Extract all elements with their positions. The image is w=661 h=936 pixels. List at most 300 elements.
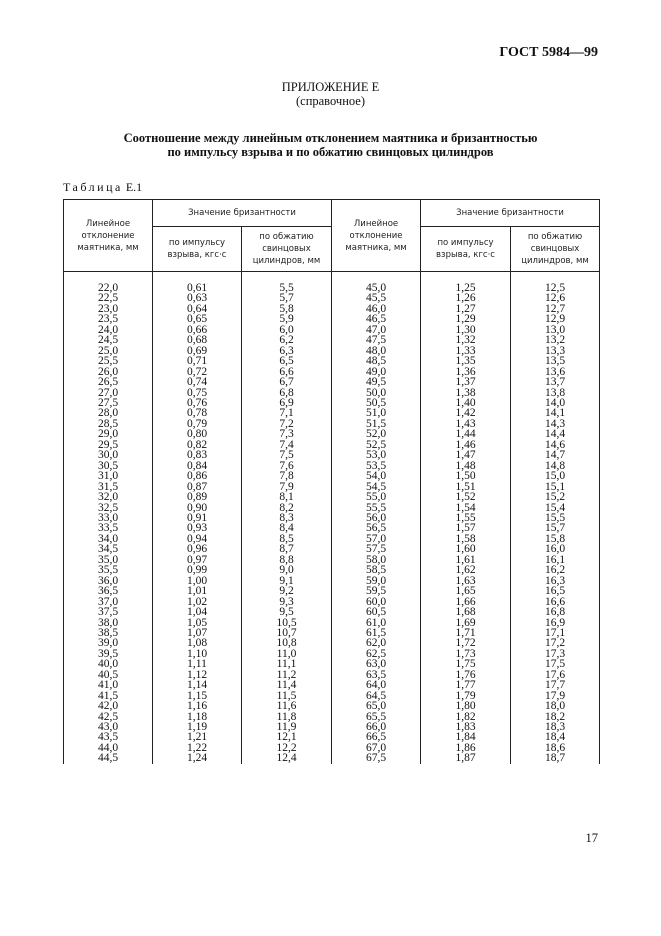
cell-impulse: 0,63 (153, 293, 242, 303)
cell-impulse: 1,68 (421, 607, 511, 617)
cell-impulse: 0,93 (153, 523, 242, 533)
cell-deflection: 61,5 (332, 628, 421, 638)
cell-impulse: 1,32 (421, 335, 511, 345)
cell-impulse: 0,74 (153, 377, 242, 387)
table-row (64, 670, 600, 680)
cell-deflection: 51,5 (332, 419, 421, 429)
cell-compression: 18,7 (511, 753, 600, 763)
cell-impulse: 1,73 (421, 649, 511, 659)
cell-deflection: 28,0 (64, 408, 153, 418)
cell-compression: 18,0 (511, 701, 600, 711)
cell-deflection: 44,5 (64, 753, 153, 763)
cell-deflection: 58,0 (332, 555, 421, 565)
col-compression-left: по обжатию свинцовых цилиндров, мм (242, 227, 332, 272)
cell-deflection: 56,0 (332, 513, 421, 523)
cell-impulse: 1,51 (421, 482, 511, 492)
cell-deflection: 66,5 (332, 732, 421, 742)
cell-deflection: 62,5 (332, 649, 421, 659)
cell-compression: 13,7 (511, 377, 600, 387)
cell-impulse: 0,80 (153, 429, 242, 439)
cell-deflection: 65,0 (332, 701, 421, 711)
cell-compression: 12,2 (242, 743, 332, 753)
cell-impulse: 0,84 (153, 461, 242, 471)
cell-compression: 8,1 (242, 492, 332, 502)
table-row (64, 482, 600, 492)
cell-compression: 14,0 (511, 398, 600, 408)
table-row (64, 408, 600, 418)
cell-compression: 8,7 (242, 544, 332, 554)
cell-impulse: 1,27 (421, 304, 511, 314)
cell-compression: 15,2 (511, 492, 600, 502)
cell-deflection: 23,0 (64, 304, 153, 314)
cell-impulse: 1,18 (153, 712, 242, 722)
cell-impulse: 0,68 (153, 335, 242, 345)
cell-compression: 14,3 (511, 419, 600, 429)
col-impulse-right: по импульсу взрыва, кгс·с (421, 227, 511, 272)
table-row (64, 753, 600, 763)
table-row (64, 419, 600, 429)
cell-deflection: 66,0 (332, 722, 421, 732)
cell-impulse: 1,52 (421, 492, 511, 502)
cell-impulse: 1,69 (421, 618, 511, 628)
table-caption (63, 180, 142, 195)
cell-compression: 7,5 (242, 450, 332, 460)
col-brisance-right: Значение бризантности (421, 200, 600, 227)
cell-compression: 5,9 (242, 314, 332, 324)
table-row (64, 377, 600, 387)
cell-deflection: 53,0 (332, 450, 421, 460)
heading-line-1: Соотношение между линейным отклонением маятника и бризантностью (123, 131, 538, 145)
cell-deflection: 50,0 (332, 388, 421, 398)
table-row (64, 272, 600, 294)
cell-compression: 12,7 (511, 304, 600, 314)
cell-impulse: 1,50 (421, 471, 511, 481)
cell-impulse: 1,25 (421, 272, 511, 294)
cell-compression: 11,5 (242, 691, 332, 701)
cell-impulse: 1,80 (421, 701, 511, 711)
cell-deflection: 46,5 (332, 314, 421, 324)
table-header (64, 200, 600, 272)
cell-impulse: 1,21 (153, 732, 242, 742)
cell-deflection: 52,0 (332, 429, 421, 439)
cell-compression: 6,0 (242, 325, 332, 335)
cell-compression: 12,1 (242, 732, 332, 742)
table-row (64, 429, 600, 439)
cell-impulse: 1,55 (421, 513, 511, 523)
cell-compression: 11,6 (242, 701, 332, 711)
cell-deflection: 54,0 (332, 471, 421, 481)
cell-deflection: 39,5 (64, 649, 153, 659)
cell-compression: 14,4 (511, 429, 600, 439)
cell-impulse: 1,16 (153, 701, 242, 711)
cell-compression: 5,7 (242, 293, 332, 303)
cell-compression: 17,3 (511, 649, 600, 659)
cell-deflection: 30,0 (64, 450, 153, 460)
cell-compression: 13,6 (511, 367, 600, 377)
cell-compression: 7,8 (242, 471, 332, 481)
cell-impulse: 1,02 (153, 597, 242, 607)
cell-impulse: 1,60 (421, 544, 511, 554)
cell-compression: 6,9 (242, 398, 332, 408)
cell-impulse: 0,75 (153, 388, 242, 398)
cell-compression: 17,9 (511, 691, 600, 701)
cell-deflection: 67,0 (332, 743, 421, 753)
table-row (64, 356, 600, 366)
cell-impulse: 1,26 (421, 293, 511, 303)
cell-impulse: 1,00 (153, 576, 242, 586)
cell-deflection: 36,5 (64, 586, 153, 596)
cell-deflection: 34,5 (64, 544, 153, 554)
table-row (64, 471, 600, 481)
table-row (64, 367, 600, 377)
table-row (64, 618, 600, 628)
brisance-table (63, 199, 600, 764)
cell-compression: 12,9 (511, 314, 600, 324)
cell-compression: 15,7 (511, 523, 600, 533)
cell-impulse: 0,76 (153, 398, 242, 408)
cell-impulse: 1,04 (153, 607, 242, 617)
cell-impulse: 1,65 (421, 586, 511, 596)
cell-deflection: 59,0 (332, 576, 421, 586)
table-row (64, 314, 600, 324)
cell-impulse: 1,05 (153, 618, 242, 628)
cell-deflection: 41,0 (64, 680, 153, 690)
cell-deflection: 56,5 (332, 523, 421, 533)
cell-deflection: 46,0 (332, 304, 421, 314)
col-deflection-left: Линейное отклонение маятника, мм (64, 200, 153, 272)
cell-impulse: 1,10 (153, 649, 242, 659)
cell-impulse: 1,47 (421, 450, 511, 460)
cell-impulse: 1,42 (421, 408, 511, 418)
table-row (64, 346, 600, 356)
cell-deflection: 25,0 (64, 346, 153, 356)
cell-compression: 16,2 (511, 565, 600, 575)
cell-impulse: 0,78 (153, 408, 242, 418)
cell-impulse: 1,86 (421, 743, 511, 753)
cell-compression: 16,6 (511, 597, 600, 607)
cell-compression: 14,8 (511, 461, 600, 471)
cell-compression: 15,8 (511, 534, 600, 544)
cell-deflection: 50,5 (332, 398, 421, 408)
cell-deflection: 48,5 (332, 356, 421, 366)
table-row (64, 335, 600, 345)
table-row (64, 440, 600, 450)
cell-deflection: 59,5 (332, 586, 421, 596)
cell-deflection: 64,5 (332, 691, 421, 701)
cell-deflection: 35,5 (64, 565, 153, 575)
table-caption-word: Таблица (63, 180, 123, 194)
cell-compression: 6,7 (242, 377, 332, 387)
cell-compression: 17,5 (511, 659, 600, 669)
cell-deflection: 58,5 (332, 565, 421, 575)
cell-deflection: 34,0 (64, 534, 153, 544)
cell-deflection: 26,0 (64, 367, 153, 377)
cell-impulse: 1,37 (421, 377, 511, 387)
cell-compression: 18,4 (511, 732, 600, 742)
cell-deflection: 27,0 (64, 388, 153, 398)
cell-compression: 13,2 (511, 335, 600, 345)
table-row (64, 597, 600, 607)
table-row (64, 701, 600, 711)
table-row (64, 523, 600, 533)
cell-compression: 11,0 (242, 649, 332, 659)
cell-deflection: 43,5 (64, 732, 153, 742)
cell-deflection: 48,0 (332, 346, 421, 356)
cell-impulse: 1,35 (421, 356, 511, 366)
cell-compression: 8,8 (242, 555, 332, 565)
cell-deflection: 35,0 (64, 555, 153, 565)
cell-impulse: 1,66 (421, 597, 511, 607)
cell-impulse: 1,08 (153, 638, 242, 648)
cell-compression: 18,3 (511, 722, 600, 732)
cell-impulse: 1,11 (153, 659, 242, 669)
cell-deflection: 37,5 (64, 607, 153, 617)
cell-compression: 17,6 (511, 670, 600, 680)
table-caption-number: Е.1 (125, 180, 143, 194)
cell-impulse: 1,12 (153, 670, 242, 680)
table-row (64, 576, 600, 586)
cell-deflection: 30,5 (64, 461, 153, 471)
table-row (64, 304, 600, 314)
cell-compression: 11,4 (242, 680, 332, 690)
cell-deflection: 33,5 (64, 523, 153, 533)
cell-deflection: 45,0 (332, 272, 421, 294)
cell-impulse: 1,22 (153, 743, 242, 753)
cell-impulse: 1,61 (421, 555, 511, 565)
cell-compression: 15,0 (511, 471, 600, 481)
table-row (64, 712, 600, 722)
cell-deflection: 36,0 (64, 576, 153, 586)
cell-impulse: 1,63 (421, 576, 511, 586)
cell-compression: 18,6 (511, 743, 600, 753)
cell-impulse: 1,75 (421, 659, 511, 669)
table-row (64, 388, 600, 398)
cell-impulse: 1,82 (421, 712, 511, 722)
cell-impulse: 1,14 (153, 680, 242, 690)
cell-compression: 6,5 (242, 356, 332, 366)
cell-compression: 14,6 (511, 440, 600, 450)
cell-compression: 13,5 (511, 356, 600, 366)
cell-compression: 8,4 (242, 523, 332, 533)
cell-compression: 16,0 (511, 544, 600, 554)
table-body (64, 272, 600, 764)
cell-deflection: 28,5 (64, 419, 153, 429)
cell-deflection: 45,5 (332, 293, 421, 303)
cell-compression: 13,8 (511, 388, 600, 398)
cell-impulse: 1,83 (421, 722, 511, 732)
cell-compression: 18,2 (511, 712, 600, 722)
cell-deflection: 40,0 (64, 659, 153, 669)
cell-deflection: 38,5 (64, 628, 153, 638)
cell-impulse: 1,76 (421, 670, 511, 680)
cell-compression: 9,2 (242, 586, 332, 596)
cell-deflection: 52,5 (332, 440, 421, 450)
cell-impulse: 0,87 (153, 482, 242, 492)
cell-deflection: 23,5 (64, 314, 153, 324)
cell-compression: 12,6 (511, 293, 600, 303)
col-compression-right: по обжатию свинцовых цилиндров, мм (511, 227, 600, 272)
cell-compression: 9,3 (242, 597, 332, 607)
cell-compression: 14,7 (511, 450, 600, 460)
cell-compression: 7,1 (242, 408, 332, 418)
cell-compression: 15,1 (511, 482, 600, 492)
cell-compression: 17,2 (511, 638, 600, 648)
cell-deflection: 37,0 (64, 597, 153, 607)
cell-impulse: 0,96 (153, 544, 242, 554)
cell-deflection: 31,0 (64, 471, 153, 481)
table-row (64, 722, 600, 732)
table-row (64, 555, 600, 565)
annex-note: (справочное) (295, 94, 366, 108)
cell-deflection: 24,5 (64, 335, 153, 345)
cell-impulse: 0,99 (153, 565, 242, 575)
col-brisance-left: Значение бризантности (153, 200, 332, 227)
table-row (64, 398, 600, 408)
table-row (64, 293, 600, 303)
cell-impulse: 0,82 (153, 440, 242, 450)
cell-deflection: 57,0 (332, 534, 421, 544)
cell-deflection: 63,0 (332, 659, 421, 669)
table-row (64, 544, 600, 554)
cell-deflection: 38,0 (64, 618, 153, 628)
cell-compression: 16,1 (511, 555, 600, 565)
cell-compression: 16,5 (511, 586, 600, 596)
cell-compression: 13,0 (511, 325, 600, 335)
cell-deflection: 43,0 (64, 722, 153, 732)
cell-deflection: 49,0 (332, 367, 421, 377)
cell-compression: 7,4 (242, 440, 332, 450)
cell-impulse: 0,89 (153, 492, 242, 502)
table-row (64, 628, 600, 638)
table-row (64, 503, 600, 513)
cell-compression: 6,8 (242, 388, 332, 398)
cell-impulse: 1,01 (153, 586, 242, 596)
cell-impulse: 1,79 (421, 691, 511, 701)
annex-title: ПРИЛОЖЕНИЕ Е (281, 80, 380, 94)
cell-deflection: 32,0 (64, 492, 153, 502)
cell-impulse: 0,71 (153, 356, 242, 366)
cell-impulse: 0,90 (153, 503, 242, 513)
cell-compression: 8,5 (242, 534, 332, 544)
cell-impulse: 1,38 (421, 388, 511, 398)
cell-compression: 12,4 (242, 753, 332, 763)
cell-deflection: 51,0 (332, 408, 421, 418)
cell-deflection: 40,5 (64, 670, 153, 680)
table-row (64, 680, 600, 690)
cell-compression: 14,1 (511, 408, 600, 418)
cell-impulse: 0,64 (153, 304, 242, 314)
cell-impulse: 1,19 (153, 722, 242, 732)
cell-impulse: 1,15 (153, 691, 242, 701)
cell-compression: 11,2 (242, 670, 332, 680)
cell-impulse: 1,30 (421, 325, 511, 335)
cell-compression: 7,9 (242, 482, 332, 492)
cell-compression: 10,7 (242, 628, 332, 638)
cell-compression: 6,6 (242, 367, 332, 377)
cell-compression: 6,3 (242, 346, 332, 356)
cell-compression: 7,3 (242, 429, 332, 439)
cell-impulse: 0,69 (153, 346, 242, 356)
cell-impulse: 1,72 (421, 638, 511, 648)
cell-impulse: 1,54 (421, 503, 511, 513)
cell-deflection: 47,5 (332, 335, 421, 345)
col-deflection-right: Линейное отклонение маятника, мм (332, 200, 421, 272)
cell-deflection: 29,0 (64, 429, 153, 439)
table-row (64, 450, 600, 460)
cell-impulse: 1,40 (421, 398, 511, 408)
cell-impulse: 1,29 (421, 314, 511, 324)
cell-impulse: 1,87 (421, 753, 511, 763)
heading-line-2: по импульсу взрыва и по обжатию свинцовых цилиндров (167, 145, 494, 159)
cell-compression: 5,5 (242, 272, 332, 294)
table-row (64, 492, 600, 502)
standard-designation: ГОСТ 5984—99 (499, 45, 598, 60)
cell-compression: 11,9 (242, 722, 332, 732)
cell-deflection: 60,5 (332, 607, 421, 617)
table-row (64, 638, 600, 648)
annex-block (0, 80, 661, 108)
cell-deflection: 47,0 (332, 325, 421, 335)
cell-deflection: 39,0 (64, 638, 153, 648)
cell-deflection: 54,5 (332, 482, 421, 492)
cell-deflection: 55,5 (332, 503, 421, 513)
cell-deflection: 29,5 (64, 440, 153, 450)
cell-impulse: 1,44 (421, 429, 511, 439)
cell-impulse: 1,62 (421, 565, 511, 575)
table-row (64, 513, 600, 523)
cell-compression: 10,8 (242, 638, 332, 648)
cell-compression: 17,7 (511, 680, 600, 690)
cell-impulse: 1,84 (421, 732, 511, 742)
section-heading (0, 131, 661, 159)
cell-impulse: 1,48 (421, 461, 511, 471)
cell-compression: 8,2 (242, 503, 332, 513)
cell-impulse: 0,79 (153, 419, 242, 429)
cell-deflection: 25,5 (64, 356, 153, 366)
table-row (64, 586, 600, 596)
cell-impulse: 1,07 (153, 628, 242, 638)
cell-compression: 9,1 (242, 576, 332, 586)
cell-compression: 16,3 (511, 576, 600, 586)
cell-deflection: 42,0 (64, 701, 153, 711)
table-row (64, 607, 600, 617)
cell-impulse: 1,33 (421, 346, 511, 356)
cell-impulse: 0,66 (153, 325, 242, 335)
cell-compression: 13,3 (511, 346, 600, 356)
cell-compression: 10,5 (242, 618, 332, 628)
cell-impulse: 1,43 (421, 419, 511, 429)
cell-deflection: 22,5 (64, 293, 153, 303)
col-impulse-left: по импульсу взрыва, кгс·с (153, 227, 242, 272)
cell-impulse: 0,86 (153, 471, 242, 481)
cell-deflection: 61,0 (332, 618, 421, 628)
cell-deflection: 24,0 (64, 325, 153, 335)
cell-compression: 16,9 (511, 618, 600, 628)
cell-deflection: 44,0 (64, 743, 153, 753)
cell-compression: 8,3 (242, 513, 332, 523)
cell-compression: 15,4 (511, 503, 600, 513)
cell-compression: 17,1 (511, 628, 600, 638)
cell-deflection: 57,5 (332, 544, 421, 554)
cell-impulse: 1,24 (153, 753, 242, 763)
cell-compression: 16,8 (511, 607, 600, 617)
page-number: 17 (585, 831, 598, 845)
table-row (64, 565, 600, 575)
table-row (64, 659, 600, 669)
cell-deflection: 67,5 (332, 753, 421, 763)
cell-deflection: 42,5 (64, 712, 153, 722)
cell-impulse: 0,61 (153, 272, 242, 294)
